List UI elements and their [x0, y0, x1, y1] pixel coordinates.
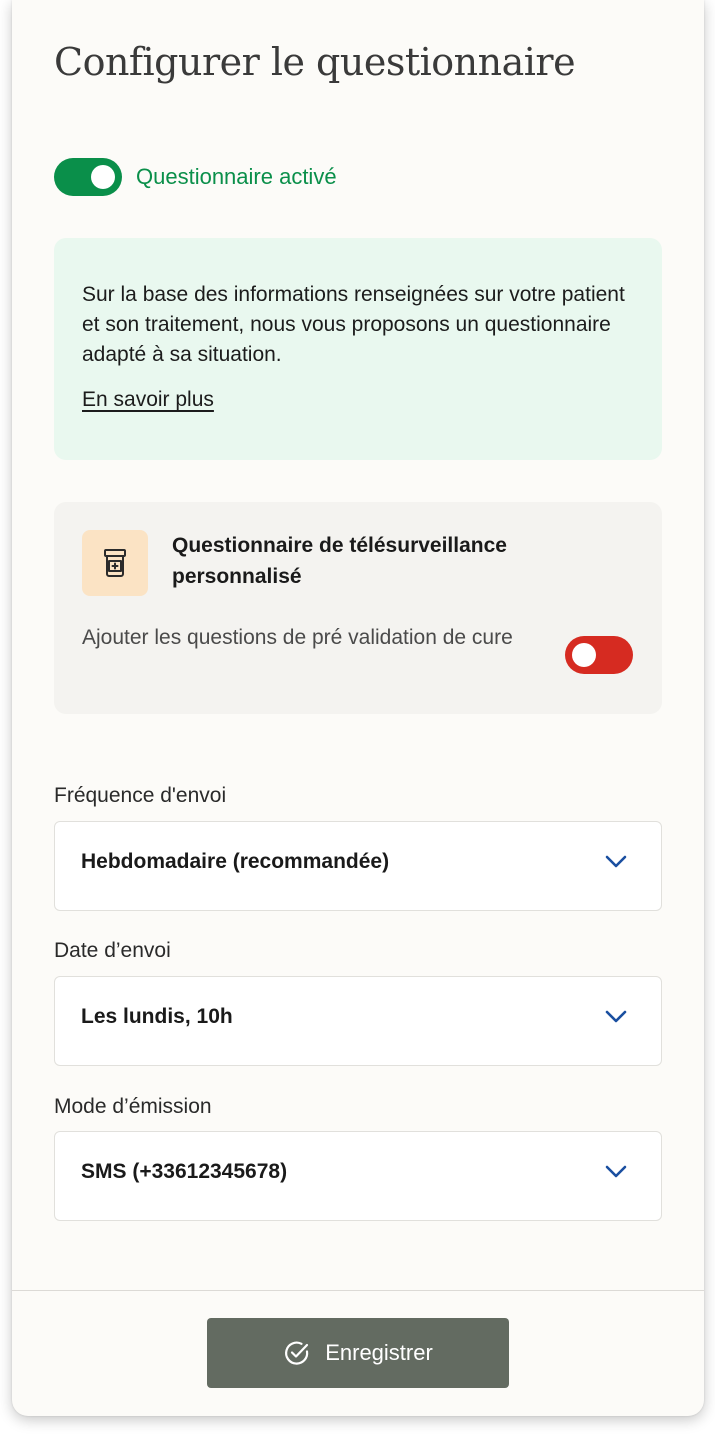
info-text: Sur la base des informations renseignées sur votre patient et son traitement, nous vous proposons un questionnaire adapté à sa situation. [82, 283, 625, 366]
learn-more-link[interactable]: En savoir plus [82, 388, 214, 411]
custom-questionnaire-title: Questionnaire de télésurveillance personnalisé [172, 534, 507, 588]
date-label: Date d’envoi [54, 939, 171, 962]
page-title: Configurer le questionnaire [54, 40, 576, 84]
questionnaire-active-label: Questionnaire activé [136, 164, 337, 189]
frequency-select[interactable] [54, 821, 662, 911]
mode-value: SMS (+33612345678) [81, 1160, 288, 1183]
chevron-down-icon [605, 1165, 627, 1184]
chevron-down-icon [605, 1010, 627, 1029]
mode-label: Mode d’émission [54, 1095, 212, 1118]
questionnaire-active-toggle[interactable] [54, 158, 122, 196]
frequency-label: Fréquence d'envoi [54, 784, 227, 807]
pre-validation-option-label: Ajouter les questions de pré validation de cure [82, 626, 513, 649]
check-circle-icon [283, 1339, 311, 1367]
date-select[interactable] [54, 976, 662, 1066]
pre-validation-toggle[interactable] [565, 636, 633, 674]
toggle-knob [572, 643, 596, 667]
pill-bottle-icon [82, 530, 148, 596]
custom-questionnaire-card [54, 502, 662, 714]
mode-select[interactable] [54, 1131, 662, 1221]
toggle-knob [91, 165, 115, 189]
footer-divider [12, 1290, 704, 1291]
save-button-label: Enregistrer [325, 1340, 433, 1365]
save-button[interactable] [207, 1318, 509, 1388]
chevron-down-icon [605, 855, 627, 874]
info-box [54, 238, 662, 460]
questionnaire-config-panel [12, 0, 704, 1416]
date-value: Les lundis, 10h [81, 1005, 233, 1028]
frequency-value: Hebdomadaire (recommandée) [81, 850, 390, 873]
